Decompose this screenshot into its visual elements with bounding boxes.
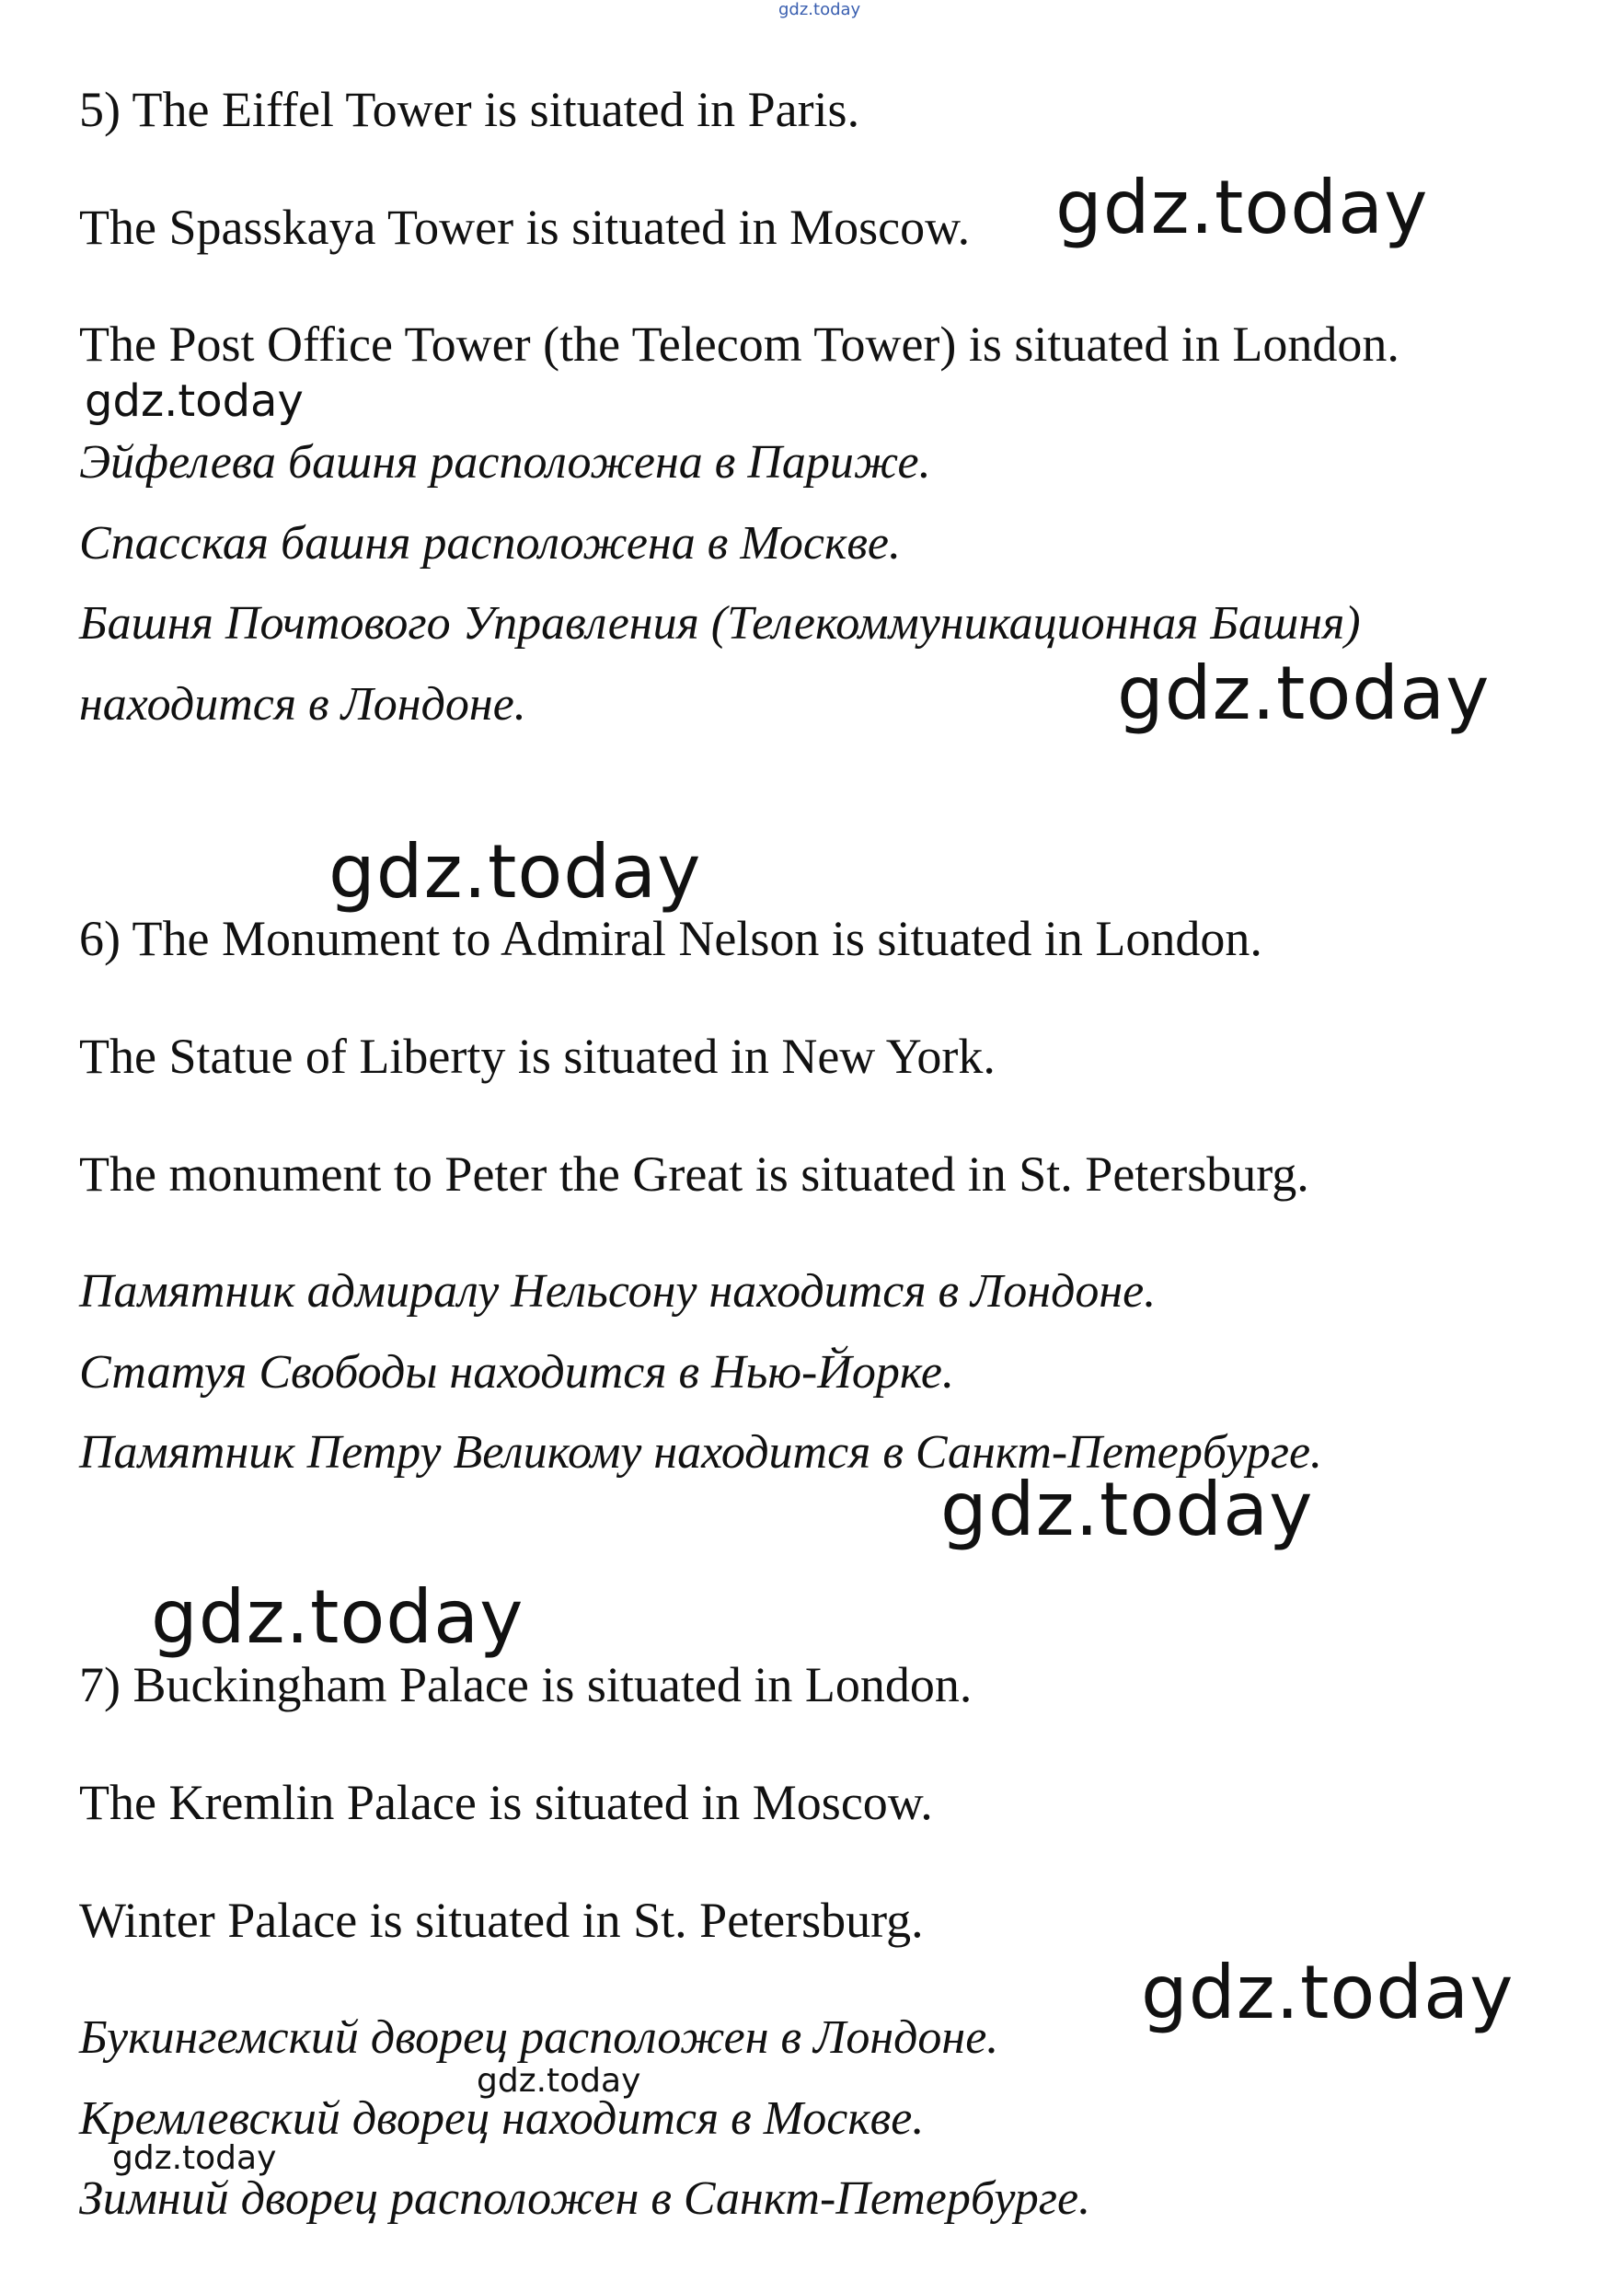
watermark: gdz.today <box>1141 1950 1515 2035</box>
section-5-ru-line-2: Спасская башня расположена в Москве. <box>79 517 901 570</box>
section-5-en-line-3: The Post Office Tower (the Telecom Tower) is situated in London. <box>79 317 1399 372</box>
section-6-en-line-3: The monument to Peter the Great is situated in St. Petersburg. <box>79 1146 1309 1202</box>
watermark: gdz.today <box>940 1467 1314 1552</box>
watermark: gdz.today <box>1055 165 1429 250</box>
section-6-ru-line-1: Памятник адмиралу Нельсону находится в Лондоне. <box>79 1265 1157 1318</box>
watermark: gdz.today <box>328 829 702 915</box>
section-7-en-line-1: 7) Buckingham Palace is situated in London. <box>79 1657 973 1712</box>
section-6-en-line-2: The Statue of Liberty is situated in New York. <box>79 1029 996 1084</box>
section-7-ru-line-2: Кремлевский дворец находится в Москве. <box>79 2092 925 2145</box>
watermark: gdz.today <box>477 2062 641 2100</box>
section-6-en-line-1: 6) The Monument to Admiral Nelson is situated in London. <box>79 911 1262 966</box>
watermark: gdz.today <box>112 2139 277 2177</box>
section-5-en-line-1: 5) The Eiffel Tower is situated in Paris. <box>79 82 860 137</box>
watermark: gdz.today <box>85 375 304 427</box>
watermark-top: gdz.today <box>778 0 861 19</box>
section-6-ru-line-3: Памятник Петру Великому находится в Санкт-Петербурге. <box>79 1426 1323 1479</box>
section-7-ru-line-1: Букингемский дворец расположен в Лондоне. <box>79 2011 999 2064</box>
section-7-ru-line-3: Зимний дворец расположен в Санкт-Петербурге. <box>79 2172 1091 2225</box>
section-5-ru-line-1: Эйфелева башня расположена в Париже. <box>79 436 931 489</box>
section-5-ru-line-4: находится в Лондоне. <box>79 678 526 731</box>
section-6-ru-line-2: Статуя Свободы находится в Нью-Йорке. <box>79 1346 954 1399</box>
section-5-en-line-2: The Spasskaya Tower is situated in Moscow. <box>79 200 971 255</box>
watermark: gdz.today <box>151 1574 524 1660</box>
section-7-en-line-3: Winter Palace is situated in St. Petersburg. <box>79 1893 924 1948</box>
section-7-en-line-2: The Kremlin Palace is situated in Moscow. <box>79 1775 933 1830</box>
watermark: gdz.today <box>1117 651 1491 736</box>
section-5-ru-line-3: Башня Почтового Управления (Телекоммуникационная Башня) <box>79 597 1361 650</box>
